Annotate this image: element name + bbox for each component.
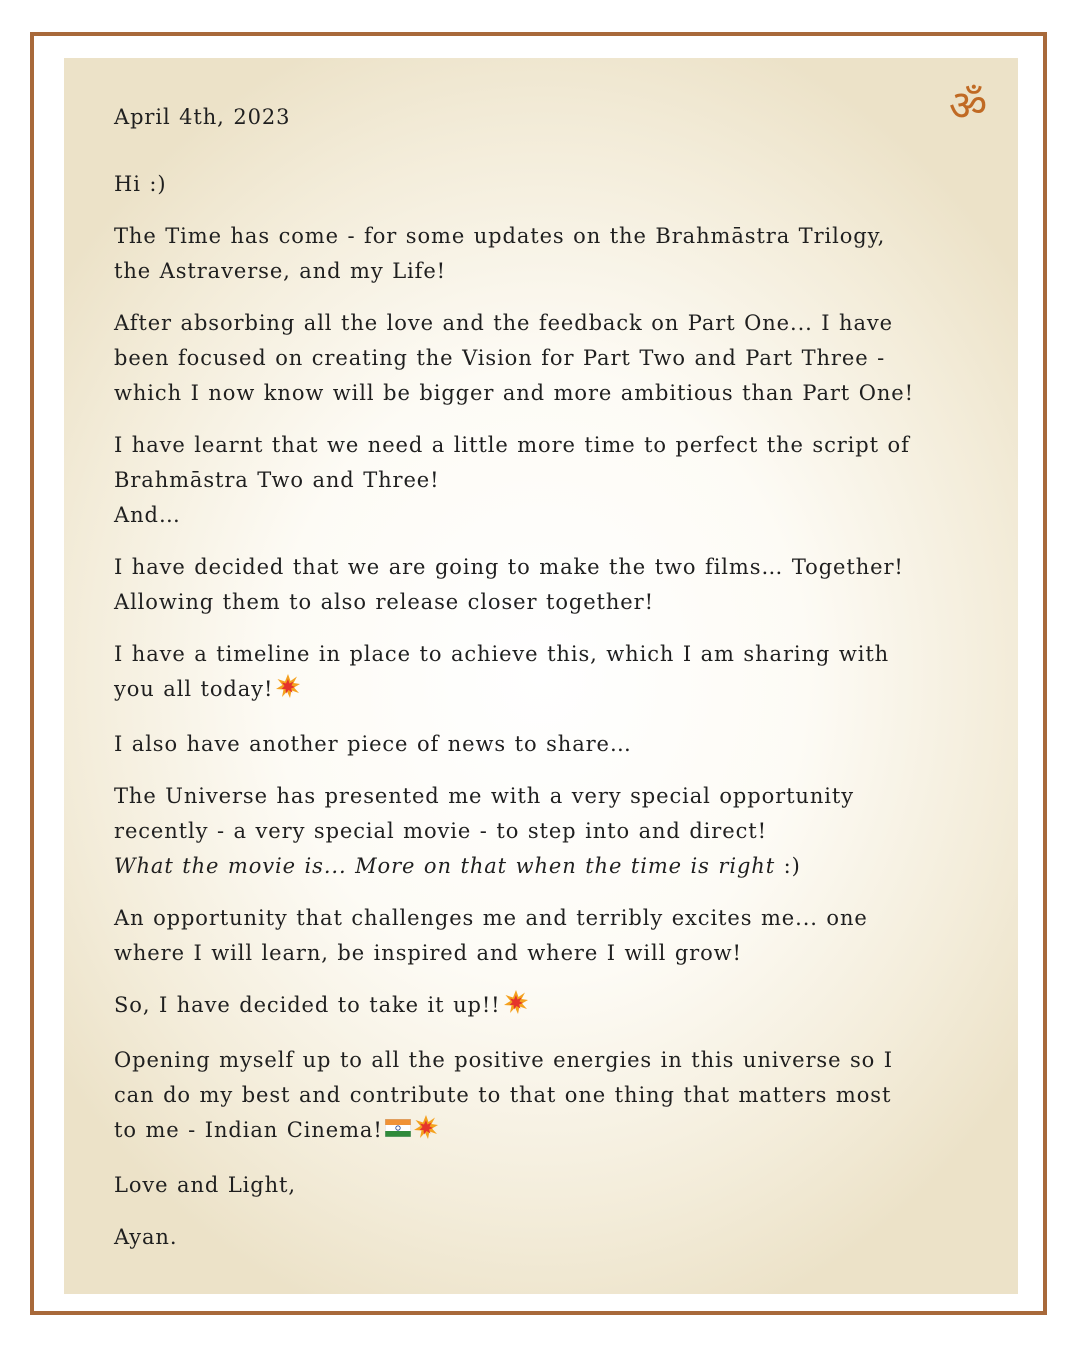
text-line: been focused on creating the Vision for Part Two and Part Three - bbox=[114, 346, 886, 370]
paragraph-6: I also have another piece of news to share… bbox=[114, 732, 632, 756]
italic-text: What the movie is... More on that when the time is right bbox=[114, 854, 776, 878]
text-line: I have learnt that we need a little more time to perfect the script of bbox=[114, 433, 910, 457]
paragraph-3 bbox=[114, 428, 994, 533]
text-line: And… bbox=[114, 503, 181, 527]
paragraph-8 bbox=[114, 901, 994, 971]
text-line: the Astraverse, and my Life! bbox=[114, 259, 447, 283]
text-line: recently - a very special movie - to step into and direct! bbox=[114, 819, 767, 843]
text-line: where I will learn, be inspired and where I will grow! bbox=[114, 941, 742, 965]
india-flag-icon bbox=[385, 1113, 411, 1131]
text-line: After absorbing all the love and the feedback on Part One... I have bbox=[114, 311, 893, 335]
collision-emoji-icon bbox=[275, 673, 301, 710]
text-line: The Universe has presented me with a very special opportunity bbox=[114, 784, 854, 808]
text-segment: to me - Indian Cinema! bbox=[114, 1118, 383, 1142]
paragraph-2 bbox=[114, 306, 994, 411]
paragraph-1 bbox=[114, 219, 994, 289]
paragraph-7 bbox=[114, 779, 994, 884]
paragraph-4 bbox=[114, 550, 994, 620]
text-line: An opportunity that challenges me and terribly excites me... one bbox=[114, 906, 868, 930]
text-line: Allowing them to also release closer together! bbox=[114, 590, 654, 614]
paragraph-10 bbox=[114, 1043, 994, 1151]
om-symbol-icon: ॐ bbox=[948, 81, 988, 130]
text-line: can do my best and contribute to that one thing that matters most bbox=[114, 1083, 892, 1107]
text-line: which I now know will be bigger and more ambitious than Part One! bbox=[114, 381, 914, 405]
paragraph-5 bbox=[114, 637, 994, 710]
letter-date: April 4th, 2023 bbox=[114, 105, 291, 129]
text-line: I have decided that we are going to make the two films… Together! bbox=[114, 555, 904, 579]
text-segment: So, I have decided to take it up!! bbox=[114, 993, 501, 1017]
collision-emoji-icon bbox=[503, 989, 529, 1026]
letter-closing: Love and Light, bbox=[114, 1173, 296, 1197]
letter-signature: Ayan. bbox=[114, 1225, 178, 1249]
paragraph-9 bbox=[114, 988, 994, 1026]
text-segment: :) bbox=[775, 854, 801, 878]
text-line: The Time has come - for some updates on the Brahmāstra Trilogy, bbox=[114, 224, 886, 248]
text-line: I have a timeline in place to achieve this, which I am sharing with bbox=[114, 642, 890, 666]
text-segment: you all today! bbox=[114, 677, 274, 701]
letter-body bbox=[114, 100, 994, 1272]
collision-emoji-icon bbox=[413, 1114, 439, 1151]
text-line: Opening myself up to all the positive energies in this universe so I bbox=[114, 1048, 893, 1072]
text-line bbox=[114, 849, 994, 884]
text-line bbox=[114, 1113, 994, 1151]
letter-greeting: Hi :) bbox=[114, 172, 167, 196]
text-line bbox=[114, 672, 994, 710]
text-line: Brahmāstra Two and Three! bbox=[114, 468, 440, 492]
